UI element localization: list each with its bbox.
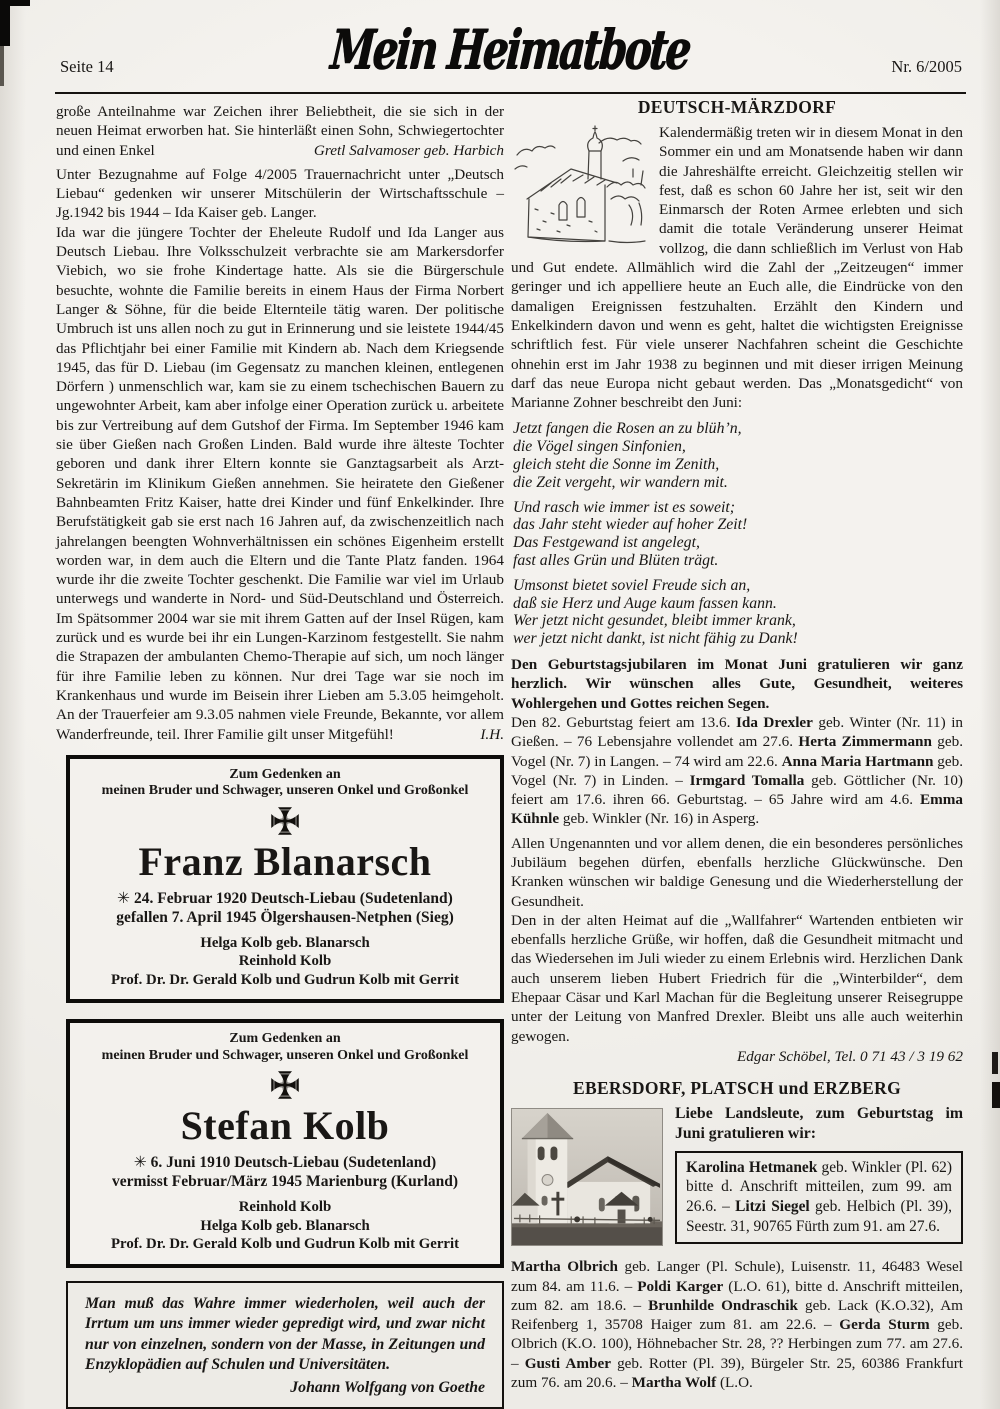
iron-cross-icon <box>269 805 301 837</box>
section-title-deutsch-maerzdorf: DEUTSCH-MÄRZDORF <box>637 97 837 117</box>
author-initials: I.H. <box>480 725 504 743</box>
masthead <box>10 17 1000 81</box>
mourners-list: Helga Kolb geb. Blanarsch Reinhold Kolb Prof. Dr. Dr. Gerald Kolb und Gudrun Kolb mit Gerrit <box>110 934 460 988</box>
deceased-name: Franz Blanarsch <box>138 838 432 884</box>
obituary-signature: Gretl Salvamoser geb. Harbich <box>313 141 504 159</box>
scan-artifact <box>0 46 4 86</box>
scan-artifact <box>992 1052 998 1074</box>
obituary-paragraph <box>56 102 504 160</box>
section-title-ebersdorf: EBERSDORF, PLATSCH und ERZBERG <box>573 1078 901 1099</box>
obituary-paragraph <box>56 223 504 744</box>
memorial-dates <box>80 889 490 927</box>
memorial-dates <box>80 1153 490 1191</box>
maerzdorf-paragraph: Kalendermäßig treten wir in diesem Monat in den Sommer ein und am Monatsende haben wir dann die Jahreshälfte erreicht. Gleichzeitig stellen wir fest, daß es schon 60 Jahre her ist, seit wir den Einmarsch der Roten Armee erlebten und sich damit die totale Veränderung unserer Heimat vollzog, die dann schließlich im Verlust von Hab und Gut endete. Allmählich wird die Zahl der „Zeitzeugen“ immer geringer und ich appelliere heute an Euch alle, die Eindrücke von den damaligen Ereignissen festzuhalten. Erzählt den Kindern und Enkelkindern davon und wenn es geht, haltet die wichtigsten Ereignisse schriftlich fest. Für viele unserer Nachfahren scheint die Geschichte ohnehin erst im Jahr 1938 zu beginnen und mit dieser irrigen Meinung darf das neue Europa nicht gebaut werden. Das „Monatsgedicht“ von Marianne Zohner beschreibt den Juni: <box>511 124 963 412</box>
deceased-name: Stefan Kolb <box>180 1103 390 1149</box>
quote-author: Johann Wolfgang von Goethe <box>290 1378 485 1396</box>
birth-line: ✳ 24. Februar 1920 Deutsch-Liebau (Sudetenland) <box>117 889 453 907</box>
memorial-notice-franz-blanarsch <box>66 755 504 1004</box>
obituary-text: Ida war die jüngere Tochter der Eheleute Rudolf und Ida Langer aus Deutsch Liebau. Ihre Volksschulzeit verbrachte sie am Markersdorfer Viebich, wo sie frohe Kindertage hatte. Als sie die Bürgerschule besuchte, wohnte die Familie bereits in einem Haus der Firma Norbert Langer & Söhne, für die beide Elternteile tätig waren. Der politische Umbruch ist uns allen noch zu gut in Erinnerung und sie leistete 1944/45 das Pflichtjahr bei einer Familie mit Kindern ab. Nach dem Kriegsende 1945, das für D. Liebau (im Gegensatz zu manchen kleinen, entlegenen Dörfern ) unmenschlich war, kam sie zu einem tschechischen Bauern zu ungewohnter Arbeit, kam aber infolge einer Operation zurück u. arbeitete bis zur Vertreibung auf dem Gutshof der Firma. Im September 1946 kam sie über Gießen nach Großen Linden. Bald wurde ihre älteste Tochter geboren und dank ihrer Eltern konnte sie Ganztagsarbeit als Arzt-Sekretärin im Klinikum Gießen annehmen. Sie heiratete den Gießener Bahnbeamten Fritz Kaiser, hatte drei Kinder und fünf Enkelkinder. Ihre Berufstätigkeit gab sie erst nach 16 Jahren auf, da zwischenzeitlich nach jahrelangen beengten Wohnverhältnissen ein schönes Eigenheim erstellt worden war, in dem auch die Eltern und die Tante Platz fanden. 1964 wurde ihr die zweite Tochter geschenkt. Die Familie war viel im Urlaub unterwegs und wanderte in Nord- und Süd-Deutschland und Österreich. Im Spätsommer 2004 war sie mit ihrem Gatten auf der Insel Rügen, kam zurück und es wurde bei ihr ein Lungen-Karzinom festgestellt. Sie nahm die Strapazen der ambulanten Chemo-Therapie auf sich, um noch länger für ihre Familie leben zu können. Nur drei Tage war sie noch im Krankenhaus und wurde im Beisein ihrer Lieben am 5.3.05 heimgeholt. An der Trauerfeier am 9.3.05 nahmen viele Freunde, Bekannte, vor allem Wanderfreunde, teil. Ihrer Familie gilt unser Mitgefühl! <box>56 223 504 743</box>
obituary-text: große Anteilnahme war Zeichen ihrer Beliebtheit, die sie sich in der neuen Heimat erworben hat. Sie hinterläßt einen Sohn, Schwiegertochter und einen Enkel <box>56 103 504 159</box>
header-rule <box>55 92 966 94</box>
memorial-notice-stefan-kolb <box>66 1019 504 1268</box>
memorial-intro: meinen Bruder und Schwager, unseren Onkel und Großonkel <box>101 1047 469 1063</box>
church-sketch-illustration <box>511 125 651 251</box>
iron-cross-icon <box>269 1069 301 1101</box>
quote-text: Man muß das Wahre immer wiederholen, weil auch der Irrtum um uns immer wieder gepredigt wird, und zwar nicht nur von einzelnen, sondern von der Masse, in Zeitungen und Enzyklopädien auf Schulen und Universitäten. <box>85 1294 485 1374</box>
birthday-notice-box: Karolina Hetmanek geb. Winkler (Pl. 62) bitte d. Anschrift mitteilen, zum 99. am 26.6. – Litzi Siegel geb. Helbich (Pl. 39), Seestr. 31, 90765 Fürth zum 91. am 27.6. <box>675 1151 963 1244</box>
goethe-quote-box <box>66 1281 504 1409</box>
birthday-list-2: Martha Olbrich geb. Langer (Pl. Schule), Luisenstr. 11, 46483 Wesel zum 84. am 11.6. – Poldi Karger (L.O. 61), bitte d. Anschrift mitteilen, zum 82. am 18.6. – Brunhilde Ondraschik geb. Lack (K.O.32), Am Reifenberg 1, 35708 Haiger zum 81. am 22.6. – Gerda Sturm geb. Olbrich (K.O. 100), Höhnebacher Str. 28, ?? Herbingen zum 77. am 27.6. – Gusti Amber geb. Rotter (Pl. 39), Bürgeler Str. 25, 60386 Frankfurt zum 76. am 20.6. – Martha Wolf (L.O. <box>511 1258 964 1392</box>
left-column <box>56 102 504 1409</box>
memorial-intro: Zum Gedenken an <box>229 766 341 782</box>
birthday-greeting: Den Geburtstagsjubilaren im Monat Juni gratulieren wir ganz herzlich. Wir wünschen alles Gute, Gesundheit, weiteres Wohlergehen und Gottes reichen Segen. <box>511 656 963 712</box>
memorial-intro: Zum Gedenken an <box>229 1031 341 1047</box>
page-number: Seite 14 <box>60 57 114 76</box>
mourners-list: Reinhold Kolb Helga Kolb geb. Blanarsch Prof. Dr. Dr. Gerald Kolb und Gudrun Kolb mit Gerrit <box>110 1199 460 1253</box>
masthead-logo: Mein Heimatbote <box>328 17 692 81</box>
ebersdorf-intro: Liebe Landsleute, zum Geburtstag im Juni gratulieren wir: <box>675 1105 963 1143</box>
church-photo <box>511 1108 663 1246</box>
scan-artifact <box>992 1082 1000 1108</box>
monthly-poem: Jetzt fangen die Rosen an zu blüh’n, die Vögel singen Sinfonien, gleich steht die Sonne im Zenith, die Zeit vergeht, wir wandern mit. Und rasch wie immer ist es soweit; das Jahr steht wieder auf hoher Zeit! Das Festgewand ist angelegt, fast alles Grün und Blüten trägt. Umsonst bietet soviel Freude sich an, daß sie Herz und Auge kaum fassen kann. Wer jetzt nicht gesundet, bleibt immer krank, wer jetzt nicht dankt, ist nicht fähig zu Dank! <box>513 420 798 648</box>
obituary-paragraph: Unter Bezugnahme auf Folge 4/2005 Trauernachricht unter „Deutsch Liebau“ gedenken wir unserer Mitschülerin der Wirtschaftsschule – Jg.1942 bis 1944 – Ida Kaiser geb. Langer. <box>56 165 504 222</box>
right-column <box>511 97 963 1392</box>
issue-number: Nr. 6/2005 <box>891 57 962 76</box>
death-line: vermisst Februar/März 1945 Marienburg (Kurland) <box>111 1173 459 1191</box>
birthday-list: Den 82. Geburtstag feiert am 13.6. Ida Drexler geb. Winter (Nr. 11) in Gießen. – 76 Lebensjahre vollendet am 27.6. Herta Zimmermann geb. Vogel (Nr. 7) in Langen. – 74 wird am 22.6. Anna Maria Hartmann geb. Vogel (Nr. 7) in Linden. – Irmgard Tomalla geb. Göttlicher (Nr. 10) feiert am 17.6. ihren 66. Geburtstag. – 65 Jahre wird am 4.6. Emma Kühnle geb. Winkler (Nr. 16) in Asperg. <box>511 713 964 828</box>
contact-signature: Edgar Schöbel, Tel. 0 71 43 / 3 19 62 <box>737 1047 963 1065</box>
memorial-intro: meinen Bruder und Schwager, unseren Onkel und Großonkel <box>101 783 469 799</box>
scan-artifact <box>0 0 10 46</box>
thanks-paragraph: Den in der alten Heimat auf die „Wallfahrer“ Wartenden entbieten wir ebenfalls herzliche Grüße, wir hoffen, daß die Gesundheit mitmacht und das Wiedersehen im Juli wieder zu einem Erlebnis wird. Herzlichen Dank auch unserem lieben Hubert Friedrich für die „Winterbilder“, dem Ehepaar Cäsar und Karl Machan für die Begleitung unserer Reisegruppe unter der Leitung von Manfred Drexler. Bleibt uns alle auch weiterhin gewogen. <box>511 911 963 1045</box>
congratulations-paragraph: Allen Ungenannten und vor allem denen, die ein besonderes persönliches Jubiläum begehen dürfen, ebenfalls herzliche Glückwünsche. Den Kranken wünschen wir baldige Genesung und die Wiederherstellung der Gesundheit. <box>511 834 963 910</box>
birth-line: ✳ 6. Juni 1910 Deutsch-Liebau (Sudetenland) <box>133 1154 437 1172</box>
death-line: gefallen 7. April 1945 Ölgershausen-Netphen (Sieg) <box>116 908 454 926</box>
